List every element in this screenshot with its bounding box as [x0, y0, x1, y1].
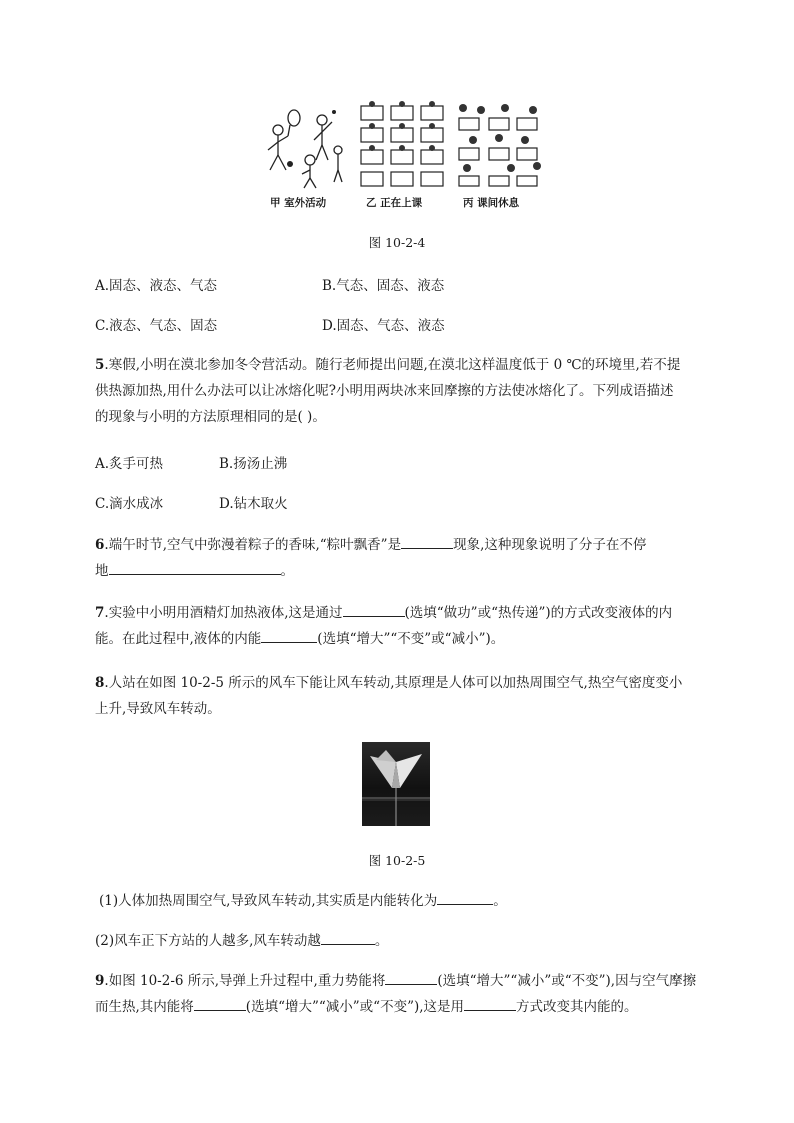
figure-10-2-4	[255, 100, 545, 210]
q5-option-c: C.滴水成冰	[95, 496, 164, 512]
q9-text-1b: (选填“增大”“减小”或“不变”),因与空气摩擦	[437, 973, 697, 989]
q8-number: 8	[95, 675, 105, 691]
panel-label-break: 丙 课间休息	[463, 197, 520, 209]
q9-text-2a: 而生热,其内能将	[95, 999, 194, 1015]
q5-option-a: A.炙手可热	[95, 456, 164, 472]
q7-line-2	[95, 626, 705, 652]
q7-text-1b: (选填“做功”或“热传递”)的方式改变液体的内	[404, 605, 673, 621]
q8-line-2: 上升,导致风车转动。	[95, 701, 221, 717]
q9-text-1a: .如图 10-2-6 所示,导弹上升过程中,重力势能将	[104, 973, 386, 989]
q7-blank-1[interactable]	[343, 602, 405, 617]
q7-number: 7	[95, 605, 105, 621]
classroom-illustration	[357, 100, 447, 190]
q9-line-2	[95, 994, 705, 1020]
q9-text-2b: (选填“增大”“减小”或“不变”),这是用	[245, 999, 465, 1015]
q4-option-d: D.固态、气态、液态	[322, 318, 445, 334]
q5-option-b: B.扬汤止沸	[219, 456, 288, 472]
q6-line-1	[95, 532, 705, 558]
question-5	[95, 352, 705, 430]
q4-option-c: C.液态、气态、固态	[95, 318, 218, 334]
outdoor-activity-illustration	[260, 100, 350, 190]
q6-line-2	[95, 558, 705, 584]
q9-number: 9	[95, 973, 105, 989]
break-time-illustration	[453, 100, 543, 190]
q5-text-1: .寒假,小明在漠北参加冬令营活动。随行老师提出问题,在漠北这样温度低于 0 ℃的环境里,若不提	[104, 357, 681, 373]
q4-option-a: A.固态、液态、气态	[95, 278, 218, 294]
q9-blank-3[interactable]	[464, 996, 516, 1011]
panel-label-classroom: 乙 正在上课	[366, 197, 423, 209]
q8-sub-2-text-b: 。	[374, 933, 389, 949]
q6-blank-2[interactable]	[109, 560, 281, 575]
q5-line-3: 的现象与小明的方法原理相同的是( )。	[95, 409, 326, 425]
question-9	[95, 968, 705, 1020]
q9-line-1	[95, 968, 705, 994]
q7-text-2a: 能。在此过程中,液体的内能	[95, 631, 262, 647]
q6-text-1a: .端午时节,空气中弥漫着粽子的香味,“粽叶飘香”是	[104, 537, 402, 553]
pinwheel-photo	[362, 742, 430, 826]
q7-line-1	[95, 600, 705, 626]
panel-label-outdoor: 甲 室外活动	[270, 197, 327, 209]
q8-line-1	[95, 670, 705, 696]
q7-text-2b: (选填“增大”“不变”或“减小”)。	[317, 631, 505, 647]
q6-blank-1[interactable]	[401, 534, 453, 549]
q8-blank-2[interactable]	[321, 930, 375, 945]
q5-option-d: D.钻木取火	[219, 496, 288, 512]
q8-sub-2	[95, 928, 705, 954]
q5-line-1	[95, 352, 705, 378]
q4-option-b: B.气态、固态、液态	[322, 278, 445, 294]
q5-number: 5	[95, 357, 105, 373]
figure-caption-10-2-4: 图 10-2-4	[368, 235, 426, 250]
q8-sub-1-text-a: (1)人体加热周围空气,导致风车转动,其实质是内能转化为	[99, 893, 438, 909]
question-8	[95, 670, 705, 722]
q8-sub-2-text-a: (2)风车正下方站的人越多,风车转动越	[95, 933, 321, 949]
q7-blank-2[interactable]	[261, 628, 317, 643]
q8-blank-1[interactable]	[437, 890, 493, 905]
q6-text-1b: 现象,这种现象说明了分子在不停	[453, 537, 647, 553]
question-6	[95, 532, 705, 584]
q8-sub-1-text-b: 。	[493, 893, 507, 909]
q5-line-2: 供热源加热,用什么办法可以让冰熔化呢?小明用两块冰来回摩擦的方法使冰熔化了。下列成语描述	[95, 383, 674, 399]
q7-text-1a: .实验中小明用酒精灯加热液体,这是通过	[104, 605, 343, 621]
q6-number: 6	[95, 537, 105, 553]
q9-blank-1[interactable]	[385, 970, 437, 985]
q8-sub-1	[99, 888, 709, 914]
q9-blank-2[interactable]	[194, 996, 246, 1011]
q9-text-2c: 方式改变其内能的。	[516, 999, 638, 1015]
q6-text-2b: 。	[280, 563, 294, 579]
q6-text-2a: 地	[95, 563, 109, 579]
question-7	[95, 600, 705, 652]
q8-text-1: .人站在如图 10-2-5 所示的风车下能让风车转动,其原理是人体可以加热周围空气,热空气密度变小	[104, 675, 683, 691]
figure-caption-10-2-5: 图 10-2-5	[368, 853, 426, 868]
